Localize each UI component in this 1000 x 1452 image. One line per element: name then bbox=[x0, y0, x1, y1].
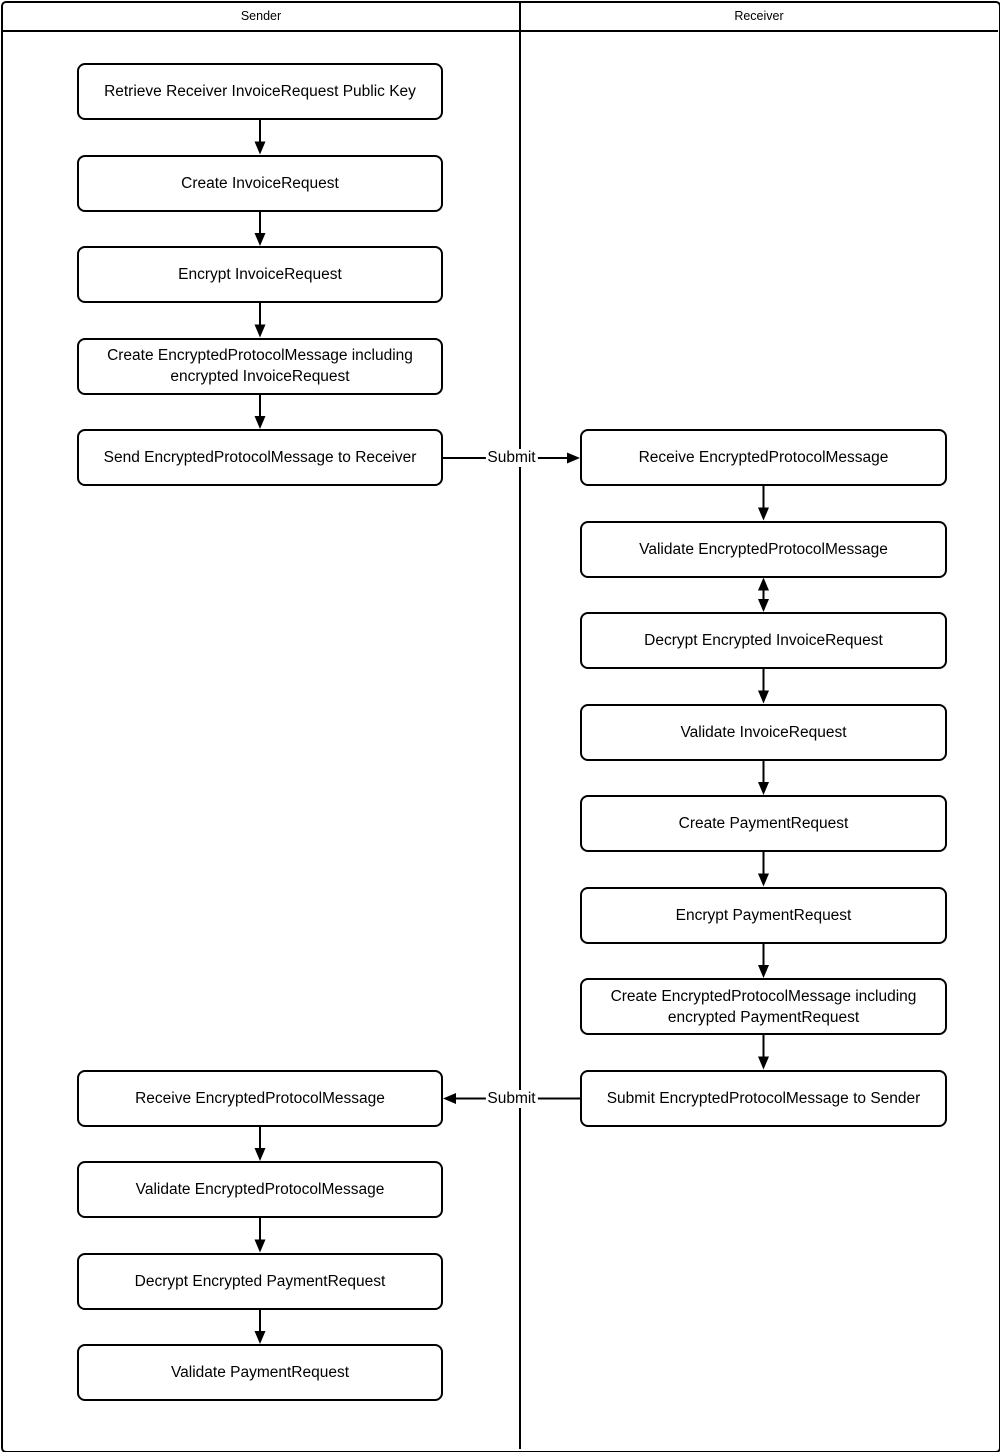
flow-node-sender-2 bbox=[77, 246, 443, 303]
lane-title-sender: Sender bbox=[240, 9, 282, 23]
flow-node-sender-1 bbox=[77, 155, 443, 212]
flow-node-label: Receive EncryptedProtocolMessage bbox=[135, 1089, 385, 1107]
flow-node-receiver-7 bbox=[580, 1070, 947, 1127]
flow-node-sender-4 bbox=[77, 429, 443, 486]
flow-node-label: Validate InvoiceRequest bbox=[680, 723, 847, 741]
submit-flow-label-left: Submit bbox=[487, 1089, 536, 1107]
flow-node-label: Validate EncryptedProtocolMessage bbox=[135, 1181, 385, 1198]
arrow-receiver-r10-r11-head-down bbox=[758, 1057, 769, 1070]
arrow-receiver-r4-r5-head-down bbox=[758, 508, 769, 521]
arrow-receiver-r8-r9-head-down bbox=[758, 874, 769, 887]
flow-node-receiver-4 bbox=[580, 795, 947, 852]
arrow-receiver-r9-r10-head-down bbox=[758, 965, 769, 978]
flow-node-label: Retrieve Receiver InvoiceRequest Public Key bbox=[104, 83, 416, 100]
arrow-sender-r2-r3-head-down bbox=[255, 325, 266, 338]
arrow-receiver-r5-r6-head-up bbox=[758, 578, 769, 591]
arrow-sender-r12-r13-head-down bbox=[255, 1240, 266, 1253]
flow-node-receiver-2 bbox=[580, 612, 947, 669]
flow-node-label: Validate PaymentRequest bbox=[170, 1364, 350, 1381]
flow-node-sender-5 bbox=[77, 1070, 443, 1127]
flow-node-sender-8 bbox=[77, 1344, 443, 1401]
flow-node-label: Create EncryptedProtocolMessage including encrypted PaymentRequest bbox=[610, 987, 917, 1026]
flow-node-label: Create PaymentRequest bbox=[678, 815, 849, 832]
lane-header-receiver bbox=[520, 2, 998, 30]
flow-node-label: Decrypt Encrypted PaymentRequest bbox=[134, 1272, 386, 1290]
arrow-receiver-r6-r7-head-down bbox=[758, 691, 769, 704]
lane-title-receiver: Receiver bbox=[734, 9, 784, 23]
flow-node-receiver-3 bbox=[580, 704, 947, 761]
submit-arrow-right-head bbox=[567, 453, 580, 464]
submit-flow-label-right: Submit bbox=[487, 449, 536, 466]
flow-node-sender-0 bbox=[77, 63, 443, 120]
flow-node-label: Create InvoiceRequest bbox=[181, 174, 339, 192]
flow-node-label: Validate EncryptedProtocolMessage bbox=[639, 540, 888, 558]
flow-node-sender-3 bbox=[77, 338, 443, 395]
flow-node-label: Encrypt PaymentRequest bbox=[675, 906, 852, 924]
flow-node-label: Send EncryptedProtocolMessage to Receiver bbox=[103, 449, 417, 466]
arrow-sender-r1-r2-head-down bbox=[255, 233, 266, 246]
flow-node-sender-7 bbox=[77, 1253, 443, 1310]
arrow-sender-r11-r12-head-down bbox=[255, 1148, 266, 1161]
flow-node-label: Encrypt InvoiceRequest bbox=[178, 266, 342, 283]
arrow-receiver-r5-r6-head-down bbox=[758, 599, 769, 612]
submit-arrow-left-head bbox=[443, 1093, 456, 1104]
flow-node-label: Create EncryptedProtocolMessage including encrypted InvoiceRequest bbox=[107, 347, 413, 385]
flow-node-sender-6 bbox=[77, 1161, 443, 1218]
lane-header-sender bbox=[2, 2, 520, 30]
arrow-sender-r13-r14-head-down bbox=[255, 1331, 266, 1344]
arrow-sender-r3-r4-head-down bbox=[255, 416, 266, 429]
arrow-receiver-r7-r8-head-down bbox=[758, 782, 769, 795]
arrow-sender-r0-r1-head-down bbox=[255, 142, 266, 155]
flow-node-receiver-0 bbox=[580, 429, 947, 486]
flow-node-label: Submit EncryptedProtocolMessage to Sender bbox=[606, 1089, 921, 1107]
flow-node-label: Decrypt Encrypted InvoiceRequest bbox=[644, 632, 883, 649]
flow-node-label: Receive EncryptedProtocolMessage bbox=[638, 449, 889, 466]
flow-node-receiver-1 bbox=[580, 521, 947, 578]
flow-node-receiver-6 bbox=[580, 978, 947, 1035]
flow-node-receiver-5 bbox=[580, 887, 947, 944]
